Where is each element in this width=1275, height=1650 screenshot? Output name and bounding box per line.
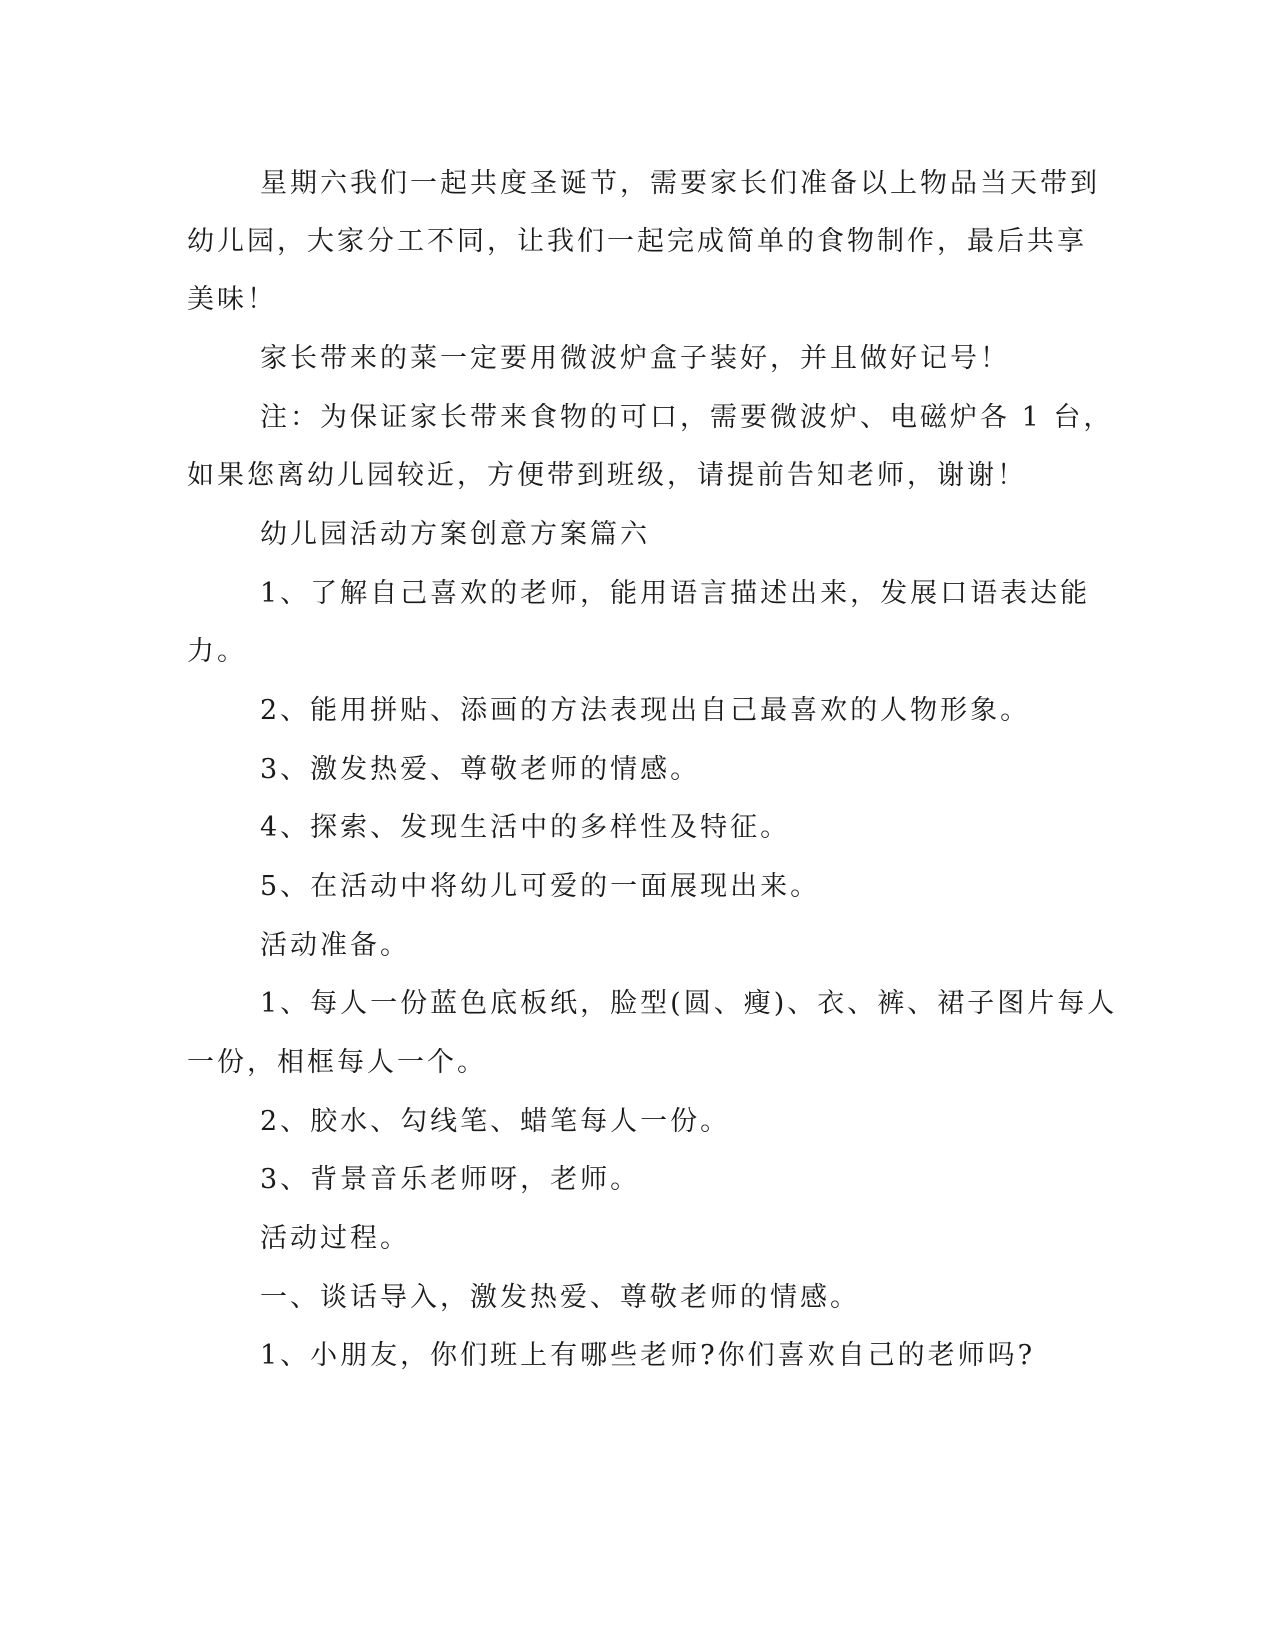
list-item: 2、胶水、勾线笔、蜡笔每人一份。 — [260, 1106, 731, 1137]
paragraph-line: 幼儿园，大家分工不同，让我们一起完成简单的食物制作，最后共享 — [187, 226, 1087, 257]
section-heading: 活动过程。 — [260, 1223, 410, 1254]
list-item: 1、了解自己喜欢的老师，能用语言描述出来，发展口语表达能 — [260, 578, 1091, 609]
list-item: 1、每人一份蓝色底板纸，脸型(圆、瘦)、衣、裤、裙子图片每人 — [260, 988, 1118, 1019]
paragraph-line: 美味！ — [187, 284, 277, 315]
subsection-heading: 一、谈话导入，激发热爱、尊敬老师的情感。 — [260, 1282, 860, 1313]
list-item: 3、背景音乐老师呀，老师。 — [260, 1164, 641, 1195]
list-item: 5、在活动中将幼儿可爱的一面展现出来。 — [260, 871, 821, 902]
paragraph-line: 家长带来的菜一定要用微波炉盒子装好，并且做好记号！ — [260, 343, 1010, 374]
list-item: 4、探索、发现生活中的多样性及特征。 — [260, 812, 791, 843]
paragraph-line: 如果您离幼儿园较近，方便带到班级，请提前告知老师，谢谢！ — [187, 460, 1027, 491]
list-item-continuation: 一份，相框每人一个。 — [187, 1047, 487, 1078]
section-heading: 幼儿园活动方案创意方案篇六 — [260, 519, 650, 550]
section-heading: 活动准备。 — [260, 930, 410, 961]
paragraph-line: 注：为保证家长带来食物的可口，需要微波炉、电磁炉各 1 台， — [260, 402, 1114, 433]
paragraph-line: 星期六我们一起共度圣诞节，需要家长们准备以上物品当天带到 — [260, 168, 1100, 199]
list-item: 2、能用拼贴、添画的方法表现出自己最喜欢的人物形象。 — [260, 695, 1031, 726]
list-item: 1、小朋友，你们班上有哪些老师?你们喜欢自己的老师吗? — [260, 1340, 1036, 1371]
list-item: 3、激发热爱、尊敬老师的情感。 — [260, 754, 701, 785]
list-item-continuation: 力。 — [187, 636, 247, 667]
